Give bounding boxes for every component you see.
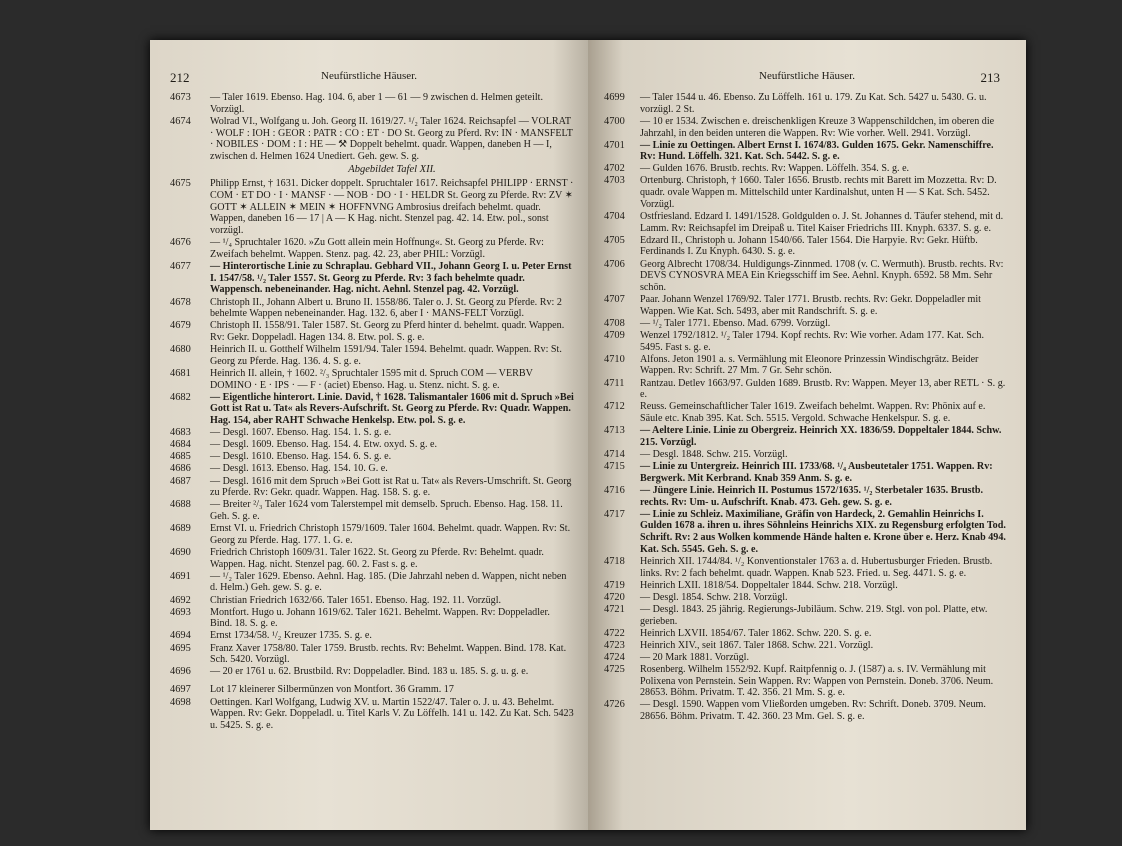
lot-number: 4682 — [170, 391, 191, 403]
lot-entry — [604, 259, 1006, 294]
lot-number: 4720 — [604, 591, 625, 603]
lot-entry — [170, 392, 574, 427]
lot-number: 4722 — [604, 627, 625, 639]
lot-entry — [604, 354, 1006, 377]
lot-description: Rantzau. Detlev 1663/97. Gulden 1689. Brustb. Rv: Wappen. Meyer 13, aber RETL · S. g. e. — [640, 377, 1006, 401]
lot-description: — 10 er 1534. Zwischen e. dreischenkligen Kreuze 3 Wappenschildchen, im oberen die Jahrzahl, in den beiden unteren die Wappen. Rv: Wie vorher. Well. 2941. Vorzügl. — [640, 115, 995, 139]
lot-description: — 20 Mark 1881. Vorzügl. — [640, 651, 749, 663]
lot-entry — [170, 476, 574, 499]
lot-description: — Hinterortische Linie zu Schraplau. Gebhard VII., Johann Georg I. u. Peter Ernst I. 1547/58. ¹/₂ Taler 1557. St. Georg zu Pferde. Rv: 3 fach behelmte quadr. Wappensch. nebeneinander. Hag. nicht. Aehnl. Stenzel pag. 42. Vorzügl. — [210, 261, 572, 296]
lot-number: 4724 — [604, 651, 625, 663]
running-title: Neufürstliche Häuser. — [759, 70, 855, 82]
lot-description: Wolrad VI., Wolfgang u. Joh. Georg II. 1619/27. ¹/₂ Taler 1624. Reichsapfel — VOLRAT · WOLF : IOH : GEOR : PATR : CO : ET · DO St. Georg zu Pferd. Rv: IN · MANSFELT · NOBILES · DOM : I : HE — ⚒ Doppelt behelmt. quadr. Wappen, daneben H — I, zwischen d. Helmen 1624 Unediert. Geh. gew. S. g. — [210, 115, 573, 162]
lot-description: — Eigentliche hinterort. Linie. David, † 1628. Talismantaler 1606 mit d. Spruch »Bei Gott ist Rat u. Tat« als Revers-Aufschrift. St. Georg zu Pferde. Rv: Quadr. Wappen. Hag. 154, aber RAHT Schwache Henkelsp. Etw. pol. S. g. e. — [210, 391, 574, 427]
lot-entry — [604, 294, 1006, 317]
lot-number: 4699 — [604, 92, 625, 103]
lot-number: 4687 — [170, 475, 191, 487]
lot-description: — ¹/₂ Taler 1629. Ebenso. Aehnl. Hag. 185. (Die Jahrzahl neben d. Wappen, nicht neben d. Helm.) Geh. gew. S. g. e. — [210, 570, 567, 594]
page-number: 213 — [980, 70, 1000, 85]
lot-entry — [170, 344, 574, 367]
lot-number: 4693 — [170, 606, 191, 618]
lot-entry — [170, 451, 574, 463]
lot-description: Heinrich XII. 1744/84. ¹/₂ Konventionstaler 1763 a. d. Hubertusburger Frieden. Brustb. links. Rv: 2 fach behelmt. quadr. Wappen. Knab 523. Fried. u. Seg. 4471. S. g. e. — [640, 555, 993, 579]
lot-description: — Desgl. 1843. 25 jährig. Regierungs-Jubiläum. Schw. 219. Stgl. von pol. Platte, etw. gerieben. — [640, 603, 988, 627]
lot-number: 4706 — [604, 258, 625, 270]
lot-description: — Desgl. 1610. Ebenso. Hag. 154. 6. S. g. e. — [210, 451, 392, 463]
lot-entry — [170, 237, 574, 260]
lot-description: Christoph II. 1558/91. Taler 1587. St. Georg zu Pferd hinter d. behelmt. quadr. Wappen. Rv: Gekr. Doppeladl. Hagen 134. 8. Etw. pol. S. g. e. — [210, 320, 565, 344]
lot-entry — [170, 571, 574, 594]
lot-number: 4705 — [604, 234, 625, 246]
open-book — [150, 40, 1026, 830]
lot-number: 4678 — [170, 296, 191, 308]
lot-number: 4696 — [170, 666, 191, 678]
lot-entry — [604, 92, 1006, 115]
lot-description: Friedrich Christoph 1609/31. Taler 1622. St. Georg zu Pferde. Rv: Behelmt. quadr. Wappen. Hag. nicht. Stenzel pag. 60. 2. Fast s. g. e. — [210, 546, 544, 570]
lot-description: — Desgl. 1848. Schw. 215. Vorzügl. — [640, 448, 788, 460]
lot-description: — Linie zu Schleiz. Maximiliane, Gräfin von Hardeck, 2. Gemahlin Heinrichs I. Gulden 1678 a. ihren u. ihres Söhnleins Heinrichs XIX. zu Regensburg erfolgten Tod. Schrift. Rv: 2 aus Wolken kommende Hände halten e. Krone über e. Herz. Knab 494. Kat. Sch. 5545. Geh. S. g. e. — [640, 508, 1006, 555]
lot-number: 4681 — [170, 367, 191, 379]
lot-number: 4694 — [170, 630, 191, 642]
running-title: Neufürstliche Häuser. — [321, 70, 417, 82]
lot-entry — [170, 439, 574, 451]
lot-entry — [604, 116, 1006, 139]
lot-description: Ortenburg. Christoph, † 1660. Taler 1656. Brustb. rechts mit Barett im Mozzetta. Rv: D. quadr. ovale Wappen m. Mittelschild unter Kardinalshut, unten H — S Kat. Sch. 5452. Vorzügl. — [640, 175, 997, 210]
lot-entry — [604, 640, 1006, 652]
lot-description: — Linie zu Oettingen. Albert Ernst I. 1674/83. Gulden 1675. Gekr. Namenschiffre. Rv: Hund. Löffelh. 321. Kat. Sch. 5442. S. g. e. — [640, 139, 994, 163]
lot-description: Montfort. Hugo u. Johann 1619/62. Taler 1621. Behelmt. Wappen. Rv: Doppeladler. Bind. 18. S. g. e. — [210, 606, 550, 630]
lot-entry — [604, 330, 1006, 353]
lot-number: 4715 — [604, 461, 625, 473]
right-page-header — [606, 70, 1008, 86]
lot-entry — [604, 318, 1006, 330]
lot-entry — [170, 463, 574, 475]
lot-entry — [170, 427, 574, 439]
lot-entry — [604, 235, 1006, 258]
lot-number: 4717 — [604, 508, 625, 520]
lot-entry — [604, 592, 1006, 604]
left-page — [150, 40, 588, 830]
lot-description: Rosenberg. Wilhelm 1552/92. Kupf. Raitpfennig o. J. (1587) a. s. IV. Vermählung mit Polixena von Pernstein. Sein Wappen. Rv: Wappen von Pernstein. Doneb. 3706. Neum. 28653. Böhm. Privatm. T. 42. 356. 21 Mm. S. g. e. — [640, 663, 994, 699]
lot-description: Georg Albrecht 1708/34. Huldigungs-Zinnmed. 1708 (v. C. Wermuth). Brustb. rechts. Rv: DEVS CYNOSVRA MEA Ein Kriegsschiff im See. Aehnl. Knyph. 6592. 58 Mm. Sehr schön. — [640, 258, 1004, 293]
lot-description: Alfons. Jeton 1901 a. s. Vermählung mit Eleonore Prinzessin Windischgrätz. Beider Wappen. Rv: Schrift. 27 Mm. 7 Gr. Sehr schön. — [640, 353, 979, 377]
lot-number: 4710 — [604, 353, 625, 365]
lot-entry — [170, 116, 574, 163]
lot-number: 4688 — [170, 499, 191, 511]
lot-entry — [604, 425, 1006, 448]
lot-entry — [170, 261, 574, 296]
lot-entry — [604, 664, 1006, 699]
lot-description: — ¹/₂ Taler 1771. Ebenso. Mad. 6799. Vorzügl. — [640, 317, 831, 329]
lot-entry — [604, 628, 1006, 640]
lot-entry — [604, 604, 1006, 627]
lot-number: 4676 — [170, 237, 191, 249]
lot-description: — Desgl. 1607. Ebenso. Hag. 154. 1. S. g. e. — [210, 427, 392, 439]
lot-entry — [604, 211, 1006, 234]
lot-entry — [170, 666, 574, 678]
left-entry-list — [170, 92, 574, 732]
lot-number: 4691 — [170, 570, 191, 582]
lot-entry — [604, 556, 1006, 579]
lot-entry — [604, 163, 1006, 175]
lot-number: 4719 — [604, 579, 625, 591]
lot-description: Heinrich II. allein, † 1602. ²/₃ Spruchtaler 1595 mit d. Spruch COM — VERBV DOMINO · E · IPS · — F · (aciet) Ebenso. Hag. u. Stenz. nicht. S. g. e. — [210, 367, 533, 391]
page-number: 212 — [170, 70, 190, 85]
lot-number: 4708 — [604, 317, 625, 329]
lot-number: 4698 — [170, 696, 191, 708]
lot-number: 4684 — [170, 439, 191, 451]
lot-entry — [170, 499, 574, 522]
lot-entry — [604, 461, 1006, 484]
lot-number: 4685 — [170, 451, 191, 463]
lot-description: — 20 er 1761 u. 62. Brustbild. Rv: Doppeladler. Bind. 183 u. 185. S. g. u. g. e. — [210, 666, 529, 678]
lot-entry — [170, 92, 574, 115]
illustration-caption: Abgebildet Tafel XII. — [348, 163, 436, 175]
lot-entry — [170, 684, 574, 696]
lot-entry — [604, 140, 1006, 163]
lot-description: Heinrich LXII. 1818/54. Doppeltaler 1844. Schw. 218. Vorzügl. — [640, 579, 898, 591]
lot-number: 4680 — [170, 344, 191, 356]
lot-number: 4690 — [170, 546, 191, 558]
lot-entry — [170, 297, 574, 320]
lot-entry — [604, 652, 1006, 664]
lot-entry — [170, 697, 574, 732]
lot-entry — [170, 630, 574, 642]
lot-number: 4679 — [170, 320, 191, 332]
lot-description: — Desgl. 1590. Wappen vom Vließorden umgeben. Rv: Schrift. Doneb. 3709. Neum. 28656. Böhm. Privatm. T. 42. 360. 23 Mm. Gel. S. g. e. — [640, 699, 986, 723]
lot-entry — [170, 368, 574, 391]
lot-description: — Desgl. 1609. Ebenso. Hag. 154. 4. Etw. oxyd. S. g. e. — [210, 439, 437, 451]
lot-entry — [604, 509, 1006, 556]
lot-entry — [604, 449, 1006, 461]
lot-description: — Jüngere Linie. Heinrich II. Postumus 1572/1635. ¹/₂ Sterbetaler 1635. Brustb. rechts. Rv: Um- u. Aufschrift. Knab. 473. Geh. gew. S. g. e. — [640, 484, 983, 508]
lot-number: 4692 — [170, 594, 191, 606]
lot-description: Christian Friedrich 1632/66. Taler 1651. Ebenso. Hag. 192. 11. Vorzügl. — [210, 594, 502, 606]
lot-number: 4726 — [604, 699, 625, 711]
lot-number: 4713 — [604, 425, 625, 437]
lot-number: 4709 — [604, 329, 625, 341]
lot-number: 4702 — [604, 163, 625, 175]
lot-description: — Gulden 1676. Brustb. rechts. Rv: Wappen. Löffelh. 354. S. g. e. — [640, 163, 910, 175]
lot-description: Wenzel 1792/1812. ¹/₂ Taler 1794. Kopf rechts. Rv: Wie vorher. Adam 177. Kat. Sch. 5495. Fast s. g. e. — [640, 329, 985, 353]
lot-number: 4695 — [170, 642, 191, 654]
lot-entry — [604, 175, 1006, 210]
lot-entry — [170, 320, 574, 343]
left-page-header — [168, 70, 570, 86]
lot-entry — [170, 178, 574, 237]
lot-number: 4704 — [604, 210, 625, 222]
lot-number: 4707 — [604, 294, 625, 306]
lot-description: Reuss. Gemeinschaftlicher Taler 1619. Zweifach behelmt. Wappen. Rv: Phönix auf e. Säule etc. Knab 395. Kat. Sch. 5515. Vergold. Schwache Henkelspur. S. g. e. — [640, 401, 986, 425]
lot-description: Oettingen. Karl Wolfgang, Ludwig XV. u. Martin 1522/47. Taler o. J. u. 43. Behelmt. Wappen. Rv: Gekr. Doppeladl. u. Titel Karls V. Zu Löffelh. 141 u. 142. Zu Kat. Sch. 5423 u. 5425. S. g. e. — [210, 696, 574, 731]
lot-entry — [170, 643, 574, 666]
lot-entry — [604, 401, 1006, 424]
lot-description: Heinrich II. u. Gotthelf Wilhelm 1591/94. Taler 1594. Behelmt. quadr. Wappen. Rv: St. Georg zu Pferde. Hag. 136. 4. S. g. e. — [210, 344, 562, 367]
lot-number: 4701 — [604, 139, 625, 151]
lot-entry — [170, 523, 574, 546]
lot-entry — [604, 699, 1006, 722]
lot-number: 4712 — [604, 401, 625, 413]
lot-description: Ostfriesland. Edzard I. 1491/1528. Goldgulden o. J. St. Johannes d. Täufer stehend, mit d. Lamm. Rv: Reichsapfel im Dreipaß u. Titel Kaiser Friedrichs III. Knyph. 6337. S. g. e. — [640, 210, 1004, 234]
lot-number: 4725 — [604, 663, 625, 675]
lot-number: 4683 — [170, 427, 191, 439]
lot-number: 4718 — [604, 555, 625, 567]
lot-number: 4711 — [604, 377, 625, 389]
lot-number: 4721 — [604, 603, 625, 615]
lot-number: 4697 — [170, 684, 191, 696]
lot-description: — ¹/₄ Spruchtaler 1620. »Zu Gott allein mein Hoffnung«. St. Georg zu Pferde. Rv: Zweifach behelmt. Wappen. Stenz. pag. 42. 23, aber PHIL: Vorzügl. — [210, 237, 544, 260]
lot-number: 4673 — [170, 92, 191, 103]
lot-number: 4716 — [604, 484, 625, 496]
lot-description: Philipp Ernst, † 1631. Dicker doppelt. Spruchtaler 1617. Reichsapfel PHILIPP · ERNST · COM · ET DO · I · MANSF · — NOB · DO · I · HELDR St. Georg zu Pferde. Rv: ZV ✶ GOTT ✶ ALLEIN ✶ MEIN ✶ HOFFNVNG Ambrosius dreifach behelmt. quadr. Wappen, daneben 16 — 17 | A — K Hag. nicht. Stenzel pag. 42. 14. Etw. pol., sonst vorzügl. — [210, 178, 574, 237]
lot-description: — Linie zu Untergreiz. Heinrich III. 1733/68. ¹/₄ Ausbeutetaler 1751. Wappen. Rv: Bergwerk. Mit Kerbrand. Knab 359 Anm. S. g. e. — [640, 461, 993, 484]
lot-description: — Breiter ²/₃ Taler 1624 vom Talerstempel mit demselb. Spruch. Ebenso. Hag. 158. 11. Geh. S. g. e. — [210, 499, 563, 523]
lot-description: Heinrich LXVII. 1854/67. Taler 1862. Schw. 220. S. g. e. — [640, 627, 872, 639]
lot-description: Franz Xaver 1758/80. Taler 1759. Brustb. rechts. Rv: Behelmt. Wappen. Bind. 178. Kat. Sch. 5420. Vorzügl. — [210, 642, 567, 666]
lot-entry — [604, 378, 1006, 401]
lot-number: 4700 — [604, 115, 625, 127]
lot-entry — [170, 595, 574, 607]
lot-number: 4723 — [604, 639, 625, 651]
lot-description: Paar. Johann Wenzel 1769/92. Taler 1771. Brustb. rechts. Rv: Gekr. Doppeladler mit Wappen. Wie Kat. Sch. 5493, aber mit Randschrift. S. g. e. — [640, 294, 981, 317]
lot-description: — Taler 1619. Ebenso. Hag. 104. 6, aber 1 — 61 — 9 zwischen d. Helmen geteilt. Vorzügl. — [210, 92, 543, 115]
lot-description: — Desgl. 1613. Ebenso. Hag. 154. 10. G. e. — [210, 463, 388, 475]
lot-description: — Desgl. 1616 mit dem Spruch »Bei Gott ist Rat u. Tat« als Revers-Umschrift. St. Georg zu Pferde. Rv: Gekr. quadr. Wappen. Hag. 158. S. g. e. — [210, 475, 572, 499]
lot-description: Lot 17 kleinerer Silbermünzen von Montfort. 36 Gramm. 17 — [210, 684, 454, 696]
lot-entry — [170, 607, 574, 630]
lot-entry — [604, 580, 1006, 592]
lot-description: Ernst 1734/58. ¹/₂ Kreuzer 1735. S. g. e. — [210, 630, 372, 642]
lot-description: Ernst VI. u. Friedrich Christoph 1579/1609. Taler 1604. Behelmt. quadr. Wappen. Rv: St. Georg zu Pferde. Hag. 177. 1. G. e. — [210, 523, 571, 546]
lot-number: 4674 — [170, 115, 191, 127]
lot-description: Heinrich XIV., seit 1867. Taler 1868. Schw. 221. Vorzügl. — [640, 639, 874, 651]
lot-entry — [170, 547, 574, 570]
right-entry-list — [604, 92, 1006, 723]
lot-entry — [604, 485, 1006, 508]
lot-number: 4714 — [604, 448, 625, 460]
right-page — [588, 40, 1026, 830]
lot-description: — Aeltere Linie. Linie zu Obergreiz. Heinrich XX. 1836/59. Doppeltaler 1844. Schw. 215. Vorzügl. — [640, 425, 1002, 448]
lot-description: Edzard II., Christoph u. Johann 1540/66. Taler 1564. Die Harpyie. Rv: Gekr. Hüftb. Ferdinands I. Zu Knyph. 6430. S. g. e. — [640, 234, 978, 258]
lot-number: 4677 — [170, 261, 191, 273]
lot-description: — Taler 1544 u. 46. Ebenso. Zu Löffelh. 161 u. 179. Zu Kat. Sch. 5427 u. 5430. G. u. vorzügl. 2 St. — [640, 92, 987, 115]
lot-number: 4675 — [170, 178, 191, 190]
lot-number: 4689 — [170, 523, 191, 535]
lot-number: 4686 — [170, 463, 191, 475]
lot-description: — Desgl. 1854. Schw. 218. Vorzügl. — [640, 591, 788, 603]
lot-number: 4703 — [604, 175, 625, 187]
lot-description: Christoph II., Johann Albert u. Bruno II. 1558/86. Taler o. J. St. Georg zu Pferde. Rv: 2 behelmte Wappen nebeneinander. Hag. 132. 6, aber I · MANS-FELT Vorzügl. — [210, 296, 562, 320]
